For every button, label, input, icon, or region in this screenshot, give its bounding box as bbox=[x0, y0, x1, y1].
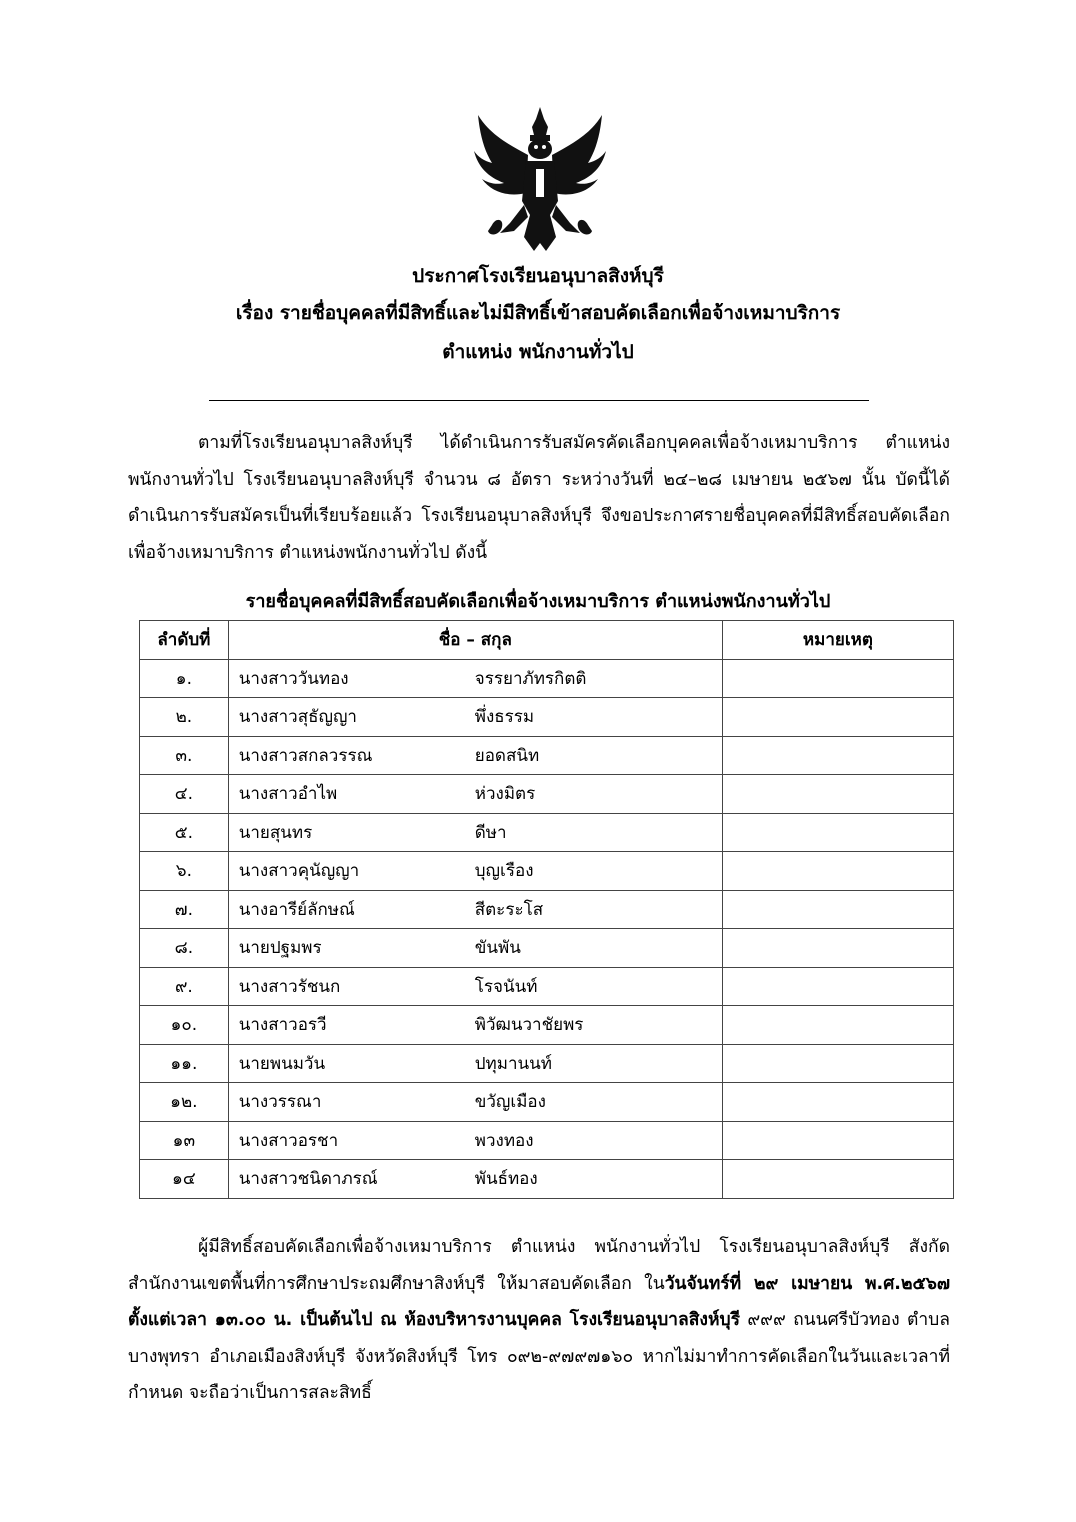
row-number: ๓. bbox=[140, 736, 229, 775]
table-row bbox=[140, 929, 954, 968]
row-note bbox=[722, 929, 953, 968]
row-first-name: นางสาวชนิดาภรณ์ bbox=[238, 1169, 378, 1190]
eligible-candidates-table bbox=[139, 620, 954, 1199]
row-note bbox=[722, 967, 953, 1006]
title-divider bbox=[209, 400, 869, 401]
closing-text-2: ๙๙๙ ถนนศรีบัวทอง ตำบลบางพุทรา อำเภอเมืองสิงห์บุรี จังหวัดสิงห์บุรี โทร ๐๙๒-๙๗๙๗๑๖๐ หากไม่มาทำการคัดเลือกในวันและเวลาที่กำหนด จะถือว่าเป็นการสละสิทธิ์ bbox=[128, 1310, 950, 1403]
intro-text: ตามที่โรงเรียนอนุบาลสิงห์บุรี ได้ดำเนินการรับสมัครคัดเลือกบุคคลเพื่อจ้างเหมาบริการ ตำแหน่ง พนักงานทั่วไป โรงเรียนอนุบาลสิงห์บุรี จำนวน ๘ อัตรา ระหว่างวันที่ ๒๔–๒๘ เมษายน ๒๕๖๗ นั้น บัดนี้ได้ดำเนินการรับสมัครเป็นที่เรียบร้อยแล้ว โรงเรียนอนุบาลสิงห์บุรี จึงขอประกาศรายชื่อบุคคลที่มีสิทธิ์สอบคัดเลือกเพื่อจ้างเหมาบริการ ตำแหน่งพนักงานทั่วไป ดังนี้ bbox=[128, 433, 950, 563]
row-last-name: พิวัฒนวาชัยพร bbox=[474, 1015, 584, 1036]
row-first-name: นายสุนทร bbox=[238, 822, 313, 843]
row-first-name: นางสาวสกลวรรณ bbox=[238, 745, 373, 766]
announcement-subject: เรื่อง รายชื่อบุคคลที่มีสิทธิ์และไม่มีสิทธิ์เข้าสอบคัดเลือกเพื่อจ้างเหมาบริการ bbox=[235, 302, 841, 324]
row-name-cell bbox=[228, 736, 722, 775]
row-number: ๑. bbox=[140, 659, 229, 698]
row-first-name: นางสาวอำไพ bbox=[238, 784, 338, 805]
row-note bbox=[722, 1083, 953, 1122]
table-row bbox=[140, 736, 954, 775]
row-note bbox=[722, 813, 953, 852]
row-first-name: นางสาวอรชา bbox=[238, 1130, 339, 1151]
table-row bbox=[140, 775, 954, 814]
row-name-cell bbox=[228, 659, 722, 698]
row-last-name: สีตะระโส bbox=[474, 899, 544, 920]
announcement-title: ประกาศโรงเรียนอนุบาลสิงห์บุรี bbox=[412, 265, 664, 287]
table-row bbox=[140, 813, 954, 852]
row-number: ๘. bbox=[140, 929, 229, 968]
row-name-cell bbox=[228, 1006, 722, 1045]
row-note bbox=[722, 659, 953, 698]
row-last-name: ห่วงมิตร bbox=[474, 784, 536, 805]
row-name-cell bbox=[228, 698, 722, 737]
row-name-cell bbox=[228, 775, 722, 814]
row-name-cell bbox=[228, 1044, 722, 1083]
row-name-cell bbox=[228, 890, 722, 929]
row-last-name: ขันพัน bbox=[474, 938, 521, 959]
row-last-name: ขวัญเมือง bbox=[474, 1092, 546, 1113]
row-number: ๗. bbox=[140, 890, 229, 929]
row-number: ๖. bbox=[140, 852, 229, 891]
announcement-position: ตำแหน่ง พนักงานทั่วไป bbox=[442, 341, 634, 363]
row-number: ๑๓ bbox=[140, 1121, 229, 1160]
row-number: ๙. bbox=[140, 967, 229, 1006]
row-number: ๕. bbox=[140, 813, 229, 852]
closing-paragraph bbox=[128, 1229, 950, 1412]
row-name-cell bbox=[228, 967, 722, 1006]
row-last-name: ปทุมานนท์ bbox=[474, 1053, 552, 1074]
row-note bbox=[722, 1044, 953, 1083]
row-last-name: ดีษา bbox=[474, 822, 507, 843]
row-first-name: นายปฐมพร bbox=[238, 938, 322, 959]
table-row bbox=[140, 1160, 954, 1199]
row-number: ๑๔ bbox=[140, 1160, 229, 1199]
row-last-name: พันธ์ทอง bbox=[474, 1169, 538, 1190]
row-number: ๑๒. bbox=[140, 1083, 229, 1122]
row-last-name: ยอดสนิท bbox=[474, 745, 540, 766]
row-last-name: จรรยาภัทรกิตติ bbox=[474, 668, 587, 689]
row-name-cell bbox=[228, 1121, 722, 1160]
row-first-name: นางสาวอรวี bbox=[238, 1015, 327, 1036]
row-first-name: นางสาววันทอง bbox=[238, 668, 349, 689]
table-row bbox=[140, 852, 954, 891]
table-row bbox=[140, 890, 954, 929]
row-last-name: พวงทอง bbox=[474, 1130, 534, 1151]
row-last-name: พึ่งธรรม bbox=[474, 707, 535, 728]
row-note bbox=[722, 1121, 953, 1160]
header-name: ชื่อ – สกุล bbox=[228, 621, 722, 660]
row-number: ๔. bbox=[140, 775, 229, 814]
row-note bbox=[722, 775, 953, 814]
row-first-name: นางสาวรัชนก bbox=[238, 976, 341, 997]
row-number: ๒. bbox=[140, 698, 229, 737]
table-row bbox=[140, 659, 954, 698]
row-name-cell bbox=[228, 852, 722, 891]
row-number: ๑๑. bbox=[140, 1044, 229, 1083]
row-number: ๑๐. bbox=[140, 1006, 229, 1045]
garuda-emblem-icon bbox=[470, 105, 610, 255]
table-row bbox=[140, 698, 954, 737]
row-note bbox=[722, 736, 953, 775]
row-last-name: บุญเรือง bbox=[474, 861, 534, 882]
row-last-name: โรจนันท์ bbox=[474, 976, 538, 997]
row-first-name: นางวรรณา bbox=[238, 1092, 322, 1113]
row-name-cell bbox=[228, 813, 722, 852]
table-row bbox=[140, 1121, 954, 1160]
table-row bbox=[140, 1044, 954, 1083]
row-note bbox=[722, 698, 953, 737]
row-first-name: นายพนมวัน bbox=[238, 1053, 326, 1074]
row-first-name: นางอารีย์ลักษณ์ bbox=[238, 899, 355, 920]
table-row bbox=[140, 1006, 954, 1045]
row-first-name: นางสาวคุนัญญา bbox=[238, 861, 360, 882]
header-no: ลำดับที่ bbox=[140, 621, 229, 660]
row-note bbox=[722, 1160, 953, 1199]
header-note: หมายเหตุ bbox=[722, 621, 953, 660]
row-note bbox=[722, 852, 953, 891]
table-row bbox=[140, 1083, 954, 1122]
closing-text-1: ผู้มีสิทธิ์สอบคัดเลือกเพื่อจ้างเหมาบริการ ตำแหน่ง พนักงานทั่วไป โรงเรียนอนุบาลสิงห์บุรี สังกัดสำนักงานเขตพื้นที่การศึกษาประถมศึกษาสิงห์บุรี ให้มาสอบคัดเลือก ใน bbox=[128, 1237, 950, 1294]
exam-datetime-location: วันจันทร์ที่ ๒๙ เมษายน พ.ศ.๒๕๖๗ ตั้งแต่เวลา ๑๓.๐๐ น. เป็นต้นไป ณ ห้องบริหารงานบุคคล โรงเรียนอนุบาลสิงห์บุรี bbox=[128, 1273, 950, 1330]
row-note bbox=[722, 890, 953, 929]
row-first-name: นางสาวสุธัญญา bbox=[238, 707, 357, 728]
row-name-cell bbox=[228, 1083, 722, 1122]
table-title: รายชื่อบุคคลที่มีสิทธิ์สอบคัดเลือกเพื่อจ้างเหมาบริการ ตำแหน่งพนักงานทั่วไป bbox=[245, 591, 831, 612]
table-row bbox=[140, 967, 954, 1006]
intro-paragraph bbox=[128, 425, 950, 571]
table-header-row bbox=[140, 621, 954, 660]
row-name-cell bbox=[228, 929, 722, 968]
row-name-cell bbox=[228, 1160, 722, 1199]
row-note bbox=[722, 1006, 953, 1045]
